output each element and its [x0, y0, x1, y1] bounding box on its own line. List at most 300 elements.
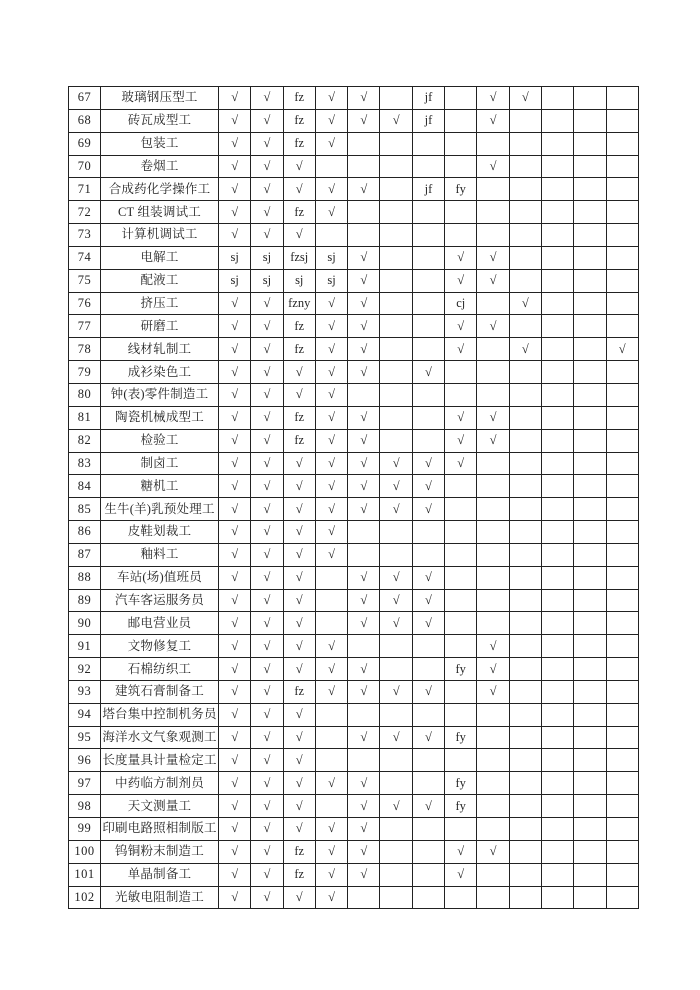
check-mark-cell: √	[380, 612, 412, 635]
code-mark-cell: fzsj	[283, 246, 315, 269]
check-mark-cell: √	[348, 269, 380, 292]
table-row	[69, 543, 639, 566]
check-mark-cell: √	[477, 269, 509, 292]
empty-mark-cell	[412, 772, 444, 795]
empty-mark-cell	[509, 201, 541, 224]
code-mark-cell: fz	[283, 429, 315, 452]
empty-mark-cell	[412, 132, 444, 155]
check-mark-cell: √	[315, 543, 347, 566]
occupation-name-cell: 陶瓷机械成型工	[101, 406, 219, 429]
check-mark-cell: √	[251, 818, 283, 841]
empty-mark-cell	[348, 703, 380, 726]
empty-mark-cell	[509, 475, 541, 498]
table-row	[69, 224, 639, 247]
check-mark-cell: √	[509, 338, 541, 361]
empty-mark-cell	[348, 886, 380, 909]
check-mark-cell: √	[445, 452, 477, 475]
check-mark-cell: √	[315, 475, 347, 498]
empty-mark-cell	[412, 406, 444, 429]
check-mark-cell: √	[251, 178, 283, 201]
empty-mark-cell	[606, 201, 638, 224]
empty-mark-cell	[606, 886, 638, 909]
check-mark-cell: √	[477, 87, 509, 110]
check-mark-cell: √	[315, 406, 347, 429]
empty-mark-cell	[315, 749, 347, 772]
empty-mark-cell	[412, 658, 444, 681]
empty-mark-cell	[412, 383, 444, 406]
check-mark-cell: √	[477, 429, 509, 452]
empty-mark-cell	[541, 132, 573, 155]
empty-mark-cell	[412, 886, 444, 909]
empty-mark-cell	[606, 863, 638, 886]
check-mark-cell: √	[348, 292, 380, 315]
empty-mark-cell	[412, 635, 444, 658]
code-mark-cell: sj	[219, 246, 251, 269]
empty-mark-cell	[477, 292, 509, 315]
check-mark-cell: √	[380, 475, 412, 498]
table-row	[69, 680, 639, 703]
empty-mark-cell	[380, 749, 412, 772]
check-mark-cell: √	[251, 635, 283, 658]
empty-mark-cell	[380, 703, 412, 726]
empty-mark-cell	[445, 566, 477, 589]
empty-mark-cell	[412, 224, 444, 247]
check-mark-cell: √	[412, 498, 444, 521]
empty-mark-cell	[380, 269, 412, 292]
table-row	[69, 178, 639, 201]
check-mark-cell: √	[283, 452, 315, 475]
occupation-name-cell: 砖瓦成型工	[101, 109, 219, 132]
empty-mark-cell	[541, 658, 573, 681]
occupation-name-cell: 研磨工	[101, 315, 219, 338]
check-mark-cell: √	[380, 566, 412, 589]
check-mark-cell: √	[348, 361, 380, 384]
check-mark-cell: √	[219, 840, 251, 863]
check-mark-cell: √	[315, 383, 347, 406]
empty-mark-cell	[509, 635, 541, 658]
check-mark-cell: √	[348, 818, 380, 841]
empty-mark-cell	[477, 224, 509, 247]
empty-mark-cell	[606, 406, 638, 429]
check-mark-cell: √	[283, 726, 315, 749]
table-row	[69, 452, 639, 475]
row-number-cell: 94	[69, 703, 101, 726]
occupation-name-cell: 单晶制备工	[101, 863, 219, 886]
empty-mark-cell	[574, 566, 606, 589]
empty-mark-cell	[606, 87, 638, 110]
empty-mark-cell	[315, 726, 347, 749]
check-mark-cell: √	[315, 772, 347, 795]
empty-mark-cell	[412, 863, 444, 886]
empty-mark-cell	[348, 155, 380, 178]
check-mark-cell: √	[219, 703, 251, 726]
empty-mark-cell	[348, 521, 380, 544]
check-mark-cell: √	[219, 338, 251, 361]
occupation-name-cell: 配液工	[101, 269, 219, 292]
check-mark-cell: √	[509, 292, 541, 315]
empty-mark-cell	[541, 155, 573, 178]
empty-mark-cell	[509, 178, 541, 201]
check-mark-cell: √	[445, 315, 477, 338]
empty-mark-cell	[574, 818, 606, 841]
empty-mark-cell	[574, 475, 606, 498]
check-mark-cell: √	[251, 361, 283, 384]
empty-mark-cell	[445, 612, 477, 635]
empty-mark-cell	[574, 361, 606, 384]
check-mark-cell: √	[315, 178, 347, 201]
occupation-name-cell: 天文测量工	[101, 795, 219, 818]
table-row	[69, 155, 639, 178]
check-mark-cell: √	[219, 543, 251, 566]
check-mark-cell: √	[251, 155, 283, 178]
empty-mark-cell	[348, 635, 380, 658]
empty-mark-cell	[445, 383, 477, 406]
table-row	[69, 292, 639, 315]
code-mark-cell: fzny	[283, 292, 315, 315]
check-mark-cell: √	[348, 109, 380, 132]
table-row	[69, 498, 639, 521]
empty-mark-cell	[477, 361, 509, 384]
check-mark-cell: √	[412, 612, 444, 635]
empty-mark-cell	[477, 383, 509, 406]
empty-mark-cell	[606, 475, 638, 498]
check-mark-cell: √	[477, 246, 509, 269]
check-mark-cell: √	[219, 109, 251, 132]
table-row	[69, 726, 639, 749]
empty-mark-cell	[574, 429, 606, 452]
empty-mark-cell	[477, 726, 509, 749]
check-mark-cell: √	[219, 772, 251, 795]
check-mark-cell: √	[606, 338, 638, 361]
check-mark-cell: √	[219, 292, 251, 315]
empty-mark-cell	[606, 155, 638, 178]
empty-mark-cell	[574, 726, 606, 749]
check-mark-cell: √	[251, 406, 283, 429]
check-mark-cell: √	[348, 680, 380, 703]
empty-mark-cell	[477, 863, 509, 886]
row-number-cell: 76	[69, 292, 101, 315]
empty-mark-cell	[541, 361, 573, 384]
check-mark-cell: √	[219, 795, 251, 818]
check-mark-cell: √	[477, 658, 509, 681]
empty-mark-cell	[574, 452, 606, 475]
empty-mark-cell	[412, 292, 444, 315]
empty-mark-cell	[477, 338, 509, 361]
empty-mark-cell	[541, 795, 573, 818]
empty-mark-cell	[380, 292, 412, 315]
check-mark-cell: √	[283, 361, 315, 384]
empty-mark-cell	[606, 772, 638, 795]
empty-mark-cell	[606, 658, 638, 681]
check-mark-cell: √	[283, 383, 315, 406]
empty-mark-cell	[477, 132, 509, 155]
check-mark-cell: √	[348, 612, 380, 635]
code-mark-cell: fz	[283, 406, 315, 429]
table-row	[69, 406, 639, 429]
table-row	[69, 429, 639, 452]
empty-mark-cell	[509, 269, 541, 292]
row-number-cell: 75	[69, 269, 101, 292]
check-mark-cell: √	[315, 132, 347, 155]
occupation-name-cell: 成衫染色工	[101, 361, 219, 384]
check-mark-cell: √	[412, 475, 444, 498]
occupation-name-cell: 塔台集中控制机务员	[101, 703, 219, 726]
empty-mark-cell	[541, 178, 573, 201]
check-mark-cell: √	[477, 680, 509, 703]
empty-mark-cell	[348, 224, 380, 247]
empty-mark-cell	[574, 498, 606, 521]
empty-mark-cell	[541, 886, 573, 909]
check-mark-cell: √	[445, 840, 477, 863]
check-mark-cell: √	[251, 292, 283, 315]
row-number-cell: 79	[69, 361, 101, 384]
check-mark-cell: √	[251, 840, 283, 863]
empty-mark-cell	[380, 155, 412, 178]
check-mark-cell: √	[219, 475, 251, 498]
empty-mark-cell	[574, 292, 606, 315]
check-mark-cell: √	[380, 589, 412, 612]
check-mark-cell: √	[219, 315, 251, 338]
empty-mark-cell	[606, 224, 638, 247]
check-mark-cell: √	[445, 338, 477, 361]
empty-mark-cell	[574, 795, 606, 818]
occupation-name-cell: 釉料工	[101, 543, 219, 566]
row-number-cell: 100	[69, 840, 101, 863]
check-mark-cell: √	[283, 818, 315, 841]
table-row	[69, 521, 639, 544]
check-mark-cell: √	[283, 589, 315, 612]
check-mark-cell: √	[219, 361, 251, 384]
table-row	[69, 201, 639, 224]
check-mark-cell: √	[380, 452, 412, 475]
occupation-name-cell: 卷烟工	[101, 155, 219, 178]
check-mark-cell: √	[315, 315, 347, 338]
check-mark-cell: √	[283, 475, 315, 498]
empty-mark-cell	[541, 680, 573, 703]
occupation-name-cell: 皮鞋划裁工	[101, 521, 219, 544]
check-mark-cell: √	[219, 201, 251, 224]
empty-mark-cell	[509, 840, 541, 863]
check-mark-cell: √	[251, 749, 283, 772]
code-mark-cell: sj	[251, 246, 283, 269]
occupation-name-cell: 中药临方制剂员	[101, 772, 219, 795]
occupation-name-cell: 合成药化学操作工	[101, 178, 219, 201]
table-row	[69, 749, 639, 772]
check-mark-cell: √	[283, 795, 315, 818]
table-row	[69, 109, 639, 132]
occupation-name-cell: 检验工	[101, 429, 219, 452]
code-mark-cell: fz	[283, 338, 315, 361]
empty-mark-cell	[541, 292, 573, 315]
table-row	[69, 269, 639, 292]
check-mark-cell: √	[219, 132, 251, 155]
check-mark-cell: √	[315, 635, 347, 658]
check-mark-cell: √	[283, 749, 315, 772]
empty-mark-cell	[380, 429, 412, 452]
occupation-name-cell: 生牛(羊)乳预处理工	[101, 498, 219, 521]
empty-mark-cell	[445, 475, 477, 498]
check-mark-cell: √	[348, 772, 380, 795]
empty-mark-cell	[541, 498, 573, 521]
empty-mark-cell	[380, 658, 412, 681]
row-number-cell: 99	[69, 818, 101, 841]
check-mark-cell: √	[445, 863, 477, 886]
check-mark-cell: √	[251, 87, 283, 110]
empty-mark-cell	[574, 886, 606, 909]
empty-mark-cell	[315, 155, 347, 178]
empty-mark-cell	[477, 178, 509, 201]
check-mark-cell: √	[219, 566, 251, 589]
check-mark-cell: √	[315, 680, 347, 703]
empty-mark-cell	[477, 749, 509, 772]
code-mark-cell: fz	[283, 863, 315, 886]
check-mark-cell: √	[315, 109, 347, 132]
empty-mark-cell	[541, 726, 573, 749]
row-number-cell: 93	[69, 680, 101, 703]
empty-mark-cell	[412, 269, 444, 292]
check-mark-cell: √	[283, 224, 315, 247]
empty-mark-cell	[509, 772, 541, 795]
check-mark-cell: √	[283, 566, 315, 589]
check-mark-cell: √	[348, 475, 380, 498]
empty-mark-cell	[574, 132, 606, 155]
check-mark-cell: √	[348, 452, 380, 475]
empty-mark-cell	[445, 361, 477, 384]
check-mark-cell: √	[348, 566, 380, 589]
empty-mark-cell	[380, 543, 412, 566]
empty-mark-cell	[541, 475, 573, 498]
check-mark-cell: √	[251, 498, 283, 521]
empty-mark-cell	[509, 246, 541, 269]
empty-mark-cell	[348, 383, 380, 406]
occupation-name-cell: 线材轧制工	[101, 338, 219, 361]
empty-mark-cell	[477, 543, 509, 566]
check-mark-cell: √	[251, 383, 283, 406]
check-mark-cell: √	[219, 383, 251, 406]
check-mark-cell: √	[219, 589, 251, 612]
check-mark-cell: √	[219, 498, 251, 521]
code-mark-cell: fz	[283, 315, 315, 338]
empty-mark-cell	[509, 406, 541, 429]
check-mark-cell: √	[251, 726, 283, 749]
empty-mark-cell	[509, 589, 541, 612]
row-number-cell: 87	[69, 543, 101, 566]
empty-mark-cell	[477, 772, 509, 795]
empty-mark-cell	[574, 772, 606, 795]
empty-mark-cell	[412, 429, 444, 452]
empty-mark-cell	[541, 201, 573, 224]
check-mark-cell: √	[219, 155, 251, 178]
row-number-cell: 67	[69, 87, 101, 110]
empty-mark-cell	[606, 132, 638, 155]
empty-mark-cell	[380, 315, 412, 338]
empty-mark-cell	[445, 109, 477, 132]
empty-mark-cell	[445, 498, 477, 521]
empty-mark-cell	[574, 109, 606, 132]
empty-mark-cell	[541, 772, 573, 795]
check-mark-cell: √	[348, 338, 380, 361]
empty-mark-cell	[509, 795, 541, 818]
check-mark-cell: √	[348, 498, 380, 521]
empty-mark-cell	[574, 863, 606, 886]
empty-mark-cell	[574, 612, 606, 635]
empty-mark-cell	[477, 452, 509, 475]
empty-mark-cell	[509, 155, 541, 178]
empty-mark-cell	[606, 543, 638, 566]
row-number-cell: 72	[69, 201, 101, 224]
empty-mark-cell	[412, 521, 444, 544]
empty-mark-cell	[445, 635, 477, 658]
check-mark-cell: √	[251, 658, 283, 681]
empty-mark-cell	[541, 224, 573, 247]
empty-mark-cell	[509, 612, 541, 635]
empty-mark-cell	[445, 132, 477, 155]
check-mark-cell: √	[251, 452, 283, 475]
table-row	[69, 383, 639, 406]
empty-mark-cell	[574, 269, 606, 292]
check-mark-cell: √	[219, 521, 251, 544]
check-mark-cell: √	[380, 109, 412, 132]
empty-mark-cell	[412, 749, 444, 772]
empty-mark-cell	[574, 749, 606, 772]
empty-mark-cell	[606, 178, 638, 201]
check-mark-cell: √	[251, 886, 283, 909]
check-mark-cell: √	[477, 406, 509, 429]
check-mark-cell: √	[315, 818, 347, 841]
empty-mark-cell	[606, 749, 638, 772]
check-mark-cell: √	[251, 543, 283, 566]
empty-mark-cell	[509, 521, 541, 544]
table-row	[69, 589, 639, 612]
empty-mark-cell	[412, 246, 444, 269]
empty-mark-cell	[509, 132, 541, 155]
empty-mark-cell	[541, 749, 573, 772]
check-mark-cell: √	[315, 429, 347, 452]
table-row	[69, 703, 639, 726]
table-row	[69, 886, 639, 909]
check-mark-cell: √	[251, 703, 283, 726]
empty-mark-cell	[541, 452, 573, 475]
empty-mark-cell	[606, 429, 638, 452]
empty-mark-cell	[315, 795, 347, 818]
empty-mark-cell	[574, 87, 606, 110]
row-number-cell: 84	[69, 475, 101, 498]
empty-mark-cell	[574, 201, 606, 224]
check-mark-cell: √	[251, 521, 283, 544]
check-mark-cell: √	[412, 726, 444, 749]
occupation-name-cell: 印刷电路照相制版工	[101, 818, 219, 841]
check-mark-cell: √	[251, 224, 283, 247]
check-mark-cell: √	[283, 658, 315, 681]
empty-mark-cell	[380, 246, 412, 269]
empty-mark-cell	[606, 703, 638, 726]
check-mark-cell: √	[251, 680, 283, 703]
empty-mark-cell	[541, 863, 573, 886]
empty-mark-cell	[606, 680, 638, 703]
table-row	[69, 863, 639, 886]
empty-mark-cell	[541, 109, 573, 132]
empty-mark-cell	[380, 635, 412, 658]
check-mark-cell: √	[283, 635, 315, 658]
empty-mark-cell	[412, 818, 444, 841]
check-mark-cell: √	[219, 87, 251, 110]
code-mark-cell: jf	[412, 178, 444, 201]
occupation-name-cell: 糖机工	[101, 475, 219, 498]
empty-mark-cell	[541, 840, 573, 863]
check-mark-cell: √	[315, 498, 347, 521]
check-mark-cell: √	[412, 680, 444, 703]
check-mark-cell: √	[348, 429, 380, 452]
